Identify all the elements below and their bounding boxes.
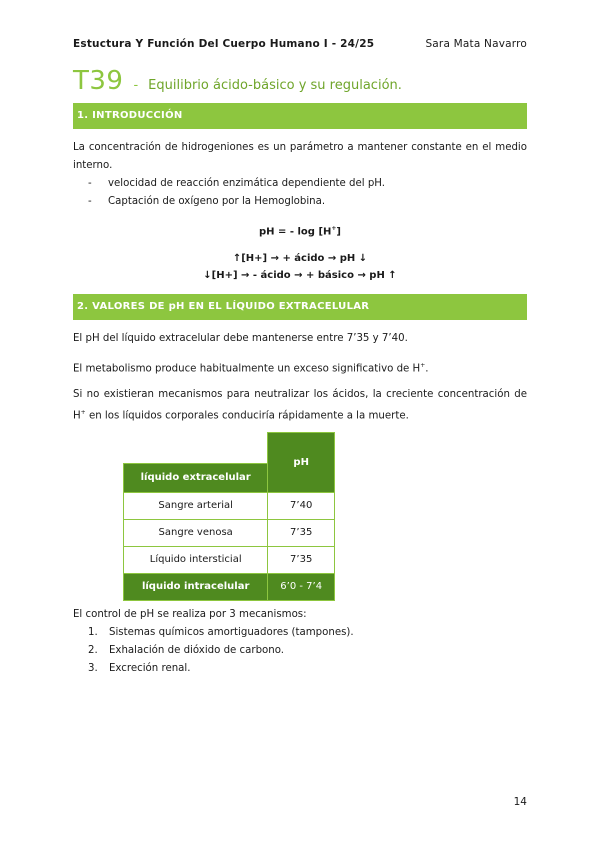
mechanisms-list — [88, 624, 528, 678]
ph-formula: pH = - log [H+] — [259, 225, 341, 238]
values-paragraph-1: El pH del líquido extracelular debe mantenerse entre 7’35 y 7’40. — [73, 333, 408, 344]
list-item: - velocidad de reacción enzimática dependiente del pH. — [88, 178, 386, 189]
ph-table — [123, 432, 335, 601]
page-number: 14 — [513, 796, 527, 808]
values-paragraph-2: El metabolismo produce habitualmente un exceso significativo de H+. — [73, 362, 429, 375]
list-item: 2. Exhalación de dióxido de carbono. — [88, 645, 285, 656]
ph-relation-increase: ↑[H+] → + ácido → pH ↓ — [232, 253, 368, 264]
topic-number: T39 — [73, 66, 124, 96]
values-paragraph-3: Si no existieran mecanismos para neutralizar los ácidos, la creciente concentración de H+ en los líquidos corporales conduciría rápidamente a la muerte. — [73, 389, 527, 422]
title-dash: - — [133, 78, 139, 93]
page-header — [73, 38, 527, 50]
author-name: Sara Mata Navarro — [425, 38, 527, 50]
table-row: Sangre arterial 7’40 — [124, 492, 335, 519]
control-intro: El control de pH se realiza por 3 mecanismos: — [73, 609, 307, 620]
intro-paragraph: La concentración de hidrogeniones es un parámetro a mantener constante en el medio interno. — [73, 142, 527, 171]
topic-name: Equilibrio ácido-básico y su regulación. — [148, 78, 402, 93]
section-heading-values: 2. VALORES DE pH EN EL LÍQUIDO EXTRACELULAR — [73, 294, 527, 320]
list-item: 3. Excreción renal. — [88, 663, 191, 674]
table-blank-cell — [124, 433, 268, 464]
ph-relation-decrease: ↓[H+] → - ácido → + básico → pH ↑ — [203, 270, 397, 281]
section-heading-intro: 1. INTRODUCCIÓN — [73, 103, 527, 129]
table-row: Sangre venosa 7’35 — [124, 519, 335, 546]
table-row: Líquido intersticial 7’35 — [124, 546, 335, 573]
intro-bullet-list — [88, 175, 528, 211]
topic-title — [73, 66, 402, 96]
list-item: 1. Sistemas químicos amortiguadores (tampones). — [88, 627, 354, 638]
table-header-ph: pH — [268, 433, 335, 493]
list-item: - Captación de oxígeno por la Hemoglobina. — [88, 196, 326, 207]
table-footer-row: líquido intracelular 6’0 - 7’4 — [124, 573, 335, 600]
table-group-header: líquido extracelular — [124, 463, 268, 492]
course-title: Estuctura Y Función Del Cuerpo Humano I - 24/25 — [73, 38, 375, 50]
